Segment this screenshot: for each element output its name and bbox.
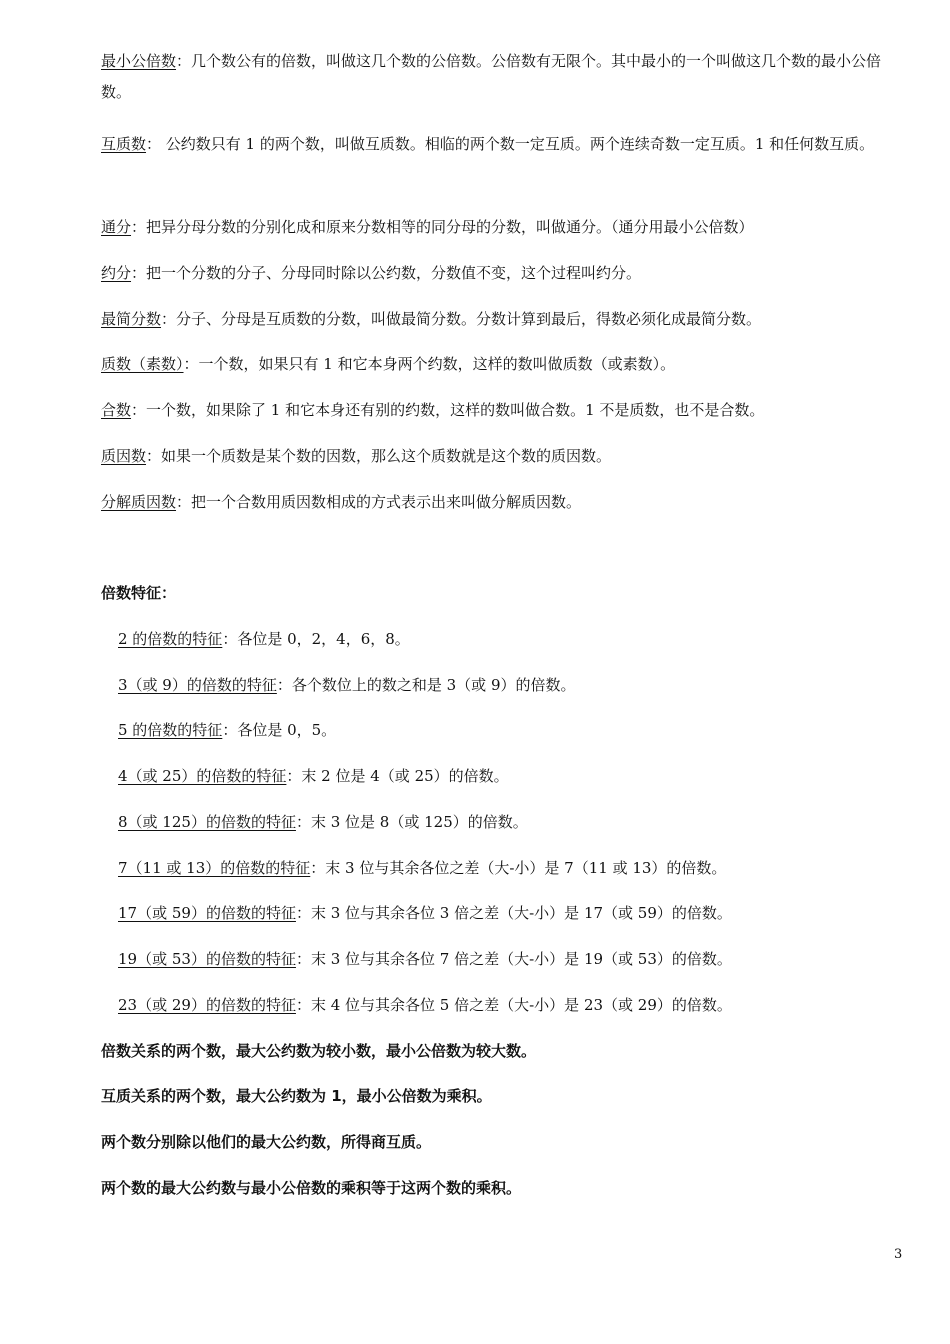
feature-item [118, 761, 908, 792]
feature-text: ：各位是 0，5。 [222, 721, 337, 739]
feature-item [118, 853, 908, 884]
definition-term: 约分 [101, 264, 132, 282]
definition-reduction [101, 258, 909, 289]
feature-term: 2 的倍数的特征 [118, 630, 223, 648]
feature-term: 4（或 25）的倍数的特征 [118, 767, 287, 785]
feature-item [118, 944, 908, 975]
feature-text: ：末 3 位与其余各位 3 倍之差（大-小）是 17（或 59）的倍数。 [295, 904, 732, 922]
definition-term: 最简分数 [101, 310, 162, 328]
definition-text: ：把一个分数的分子、分母同时除以公约数，分数值不变，这个过程叫约分。 [131, 264, 642, 282]
definition-text: ：一个数，如果只有 1 和它本身两个约数，这样的数叫做质数（或素数）。 [183, 355, 676, 373]
definition-prime [101, 349, 909, 380]
feature-item [118, 990, 908, 1021]
feature-text: ：末 3 位与其余各位之差（大-小）是 7（11 或 13）的倍数。 [310, 859, 727, 877]
bold-statement: 互质关系的两个数，最大公约数为 1，最小公倍数为乘积。 [101, 1087, 492, 1105]
definition-text: ：一个数，如果除了 1 和它本身还有别的约数，这样的数叫做合数。1 不是质数，也不是合数。 [131, 401, 765, 419]
feature-text: ：末 2 位是 4（或 25）的倍数。 [286, 767, 509, 785]
feature-item [118, 624, 908, 655]
definition-term: 合数 [101, 401, 132, 419]
feature-term: 7（11 或 13）的倍数的特征 [118, 859, 311, 877]
feature-text: ：末 4 位与其余各位 5 倍之差（大-小）是 23（或 29）的倍数。 [295, 996, 732, 1014]
definition-text: ：分子、分母是互质数的分数，叫做最简分数。分数计算到最后，得数必须化成最简分数。 [161, 310, 762, 328]
definition-term: 通分 [101, 218, 132, 236]
feature-item [118, 670, 908, 701]
page-number: 3 [894, 1247, 903, 1262]
feature-text: ：末 3 位与其余各位 7 倍之差（大-小）是 19（或 53）的倍数。 [295, 950, 732, 968]
definition-lcm [101, 46, 909, 108]
bold-statement: 两个数的最大公约数与最小公倍数的乘积等于这两个数的乘积。 [101, 1179, 522, 1197]
feature-term: 19（或 53）的倍数的特征 [118, 950, 296, 968]
feature-term: 5 的倍数的特征 [118, 721, 223, 739]
definition-coprime [101, 129, 909, 160]
feature-item [118, 898, 908, 929]
feature-term: 17（或 59）的倍数的特征 [118, 904, 296, 922]
definition-common-denominator [101, 212, 909, 243]
feature-text: ：各位是 0，2，4，6，8。 [222, 630, 410, 648]
feature-item [118, 715, 908, 746]
bold-statement: 倍数关系的两个数，最大公约数为较小数，最小公倍数为较大数。 [101, 1042, 537, 1060]
definition-text: ：如果一个质数是某个数的因数，那么这个质数就是这个数的质因数。 [146, 447, 612, 465]
definition-simplest-fraction [101, 304, 909, 335]
feature-term: 3（或 9）的倍数的特征 [118, 676, 277, 694]
definition-text: ：几个数公有的倍数，叫做这几个数的公倍数。公倍数有无限个。其中最小的一个叫做这几个数的最小公倍数。 [101, 52, 882, 101]
definition-term: 分解质因数 [101, 493, 177, 511]
feature-term: 8（或 125）的倍数的特征 [118, 813, 296, 831]
definition-text: ：把异分母分数的分别化成和原来分数相等的同分母的分数，叫做通分。（通分用最小公倍数） [131, 218, 754, 236]
bold-statement: 两个数分别除以他们的最大公约数，所得商互质。 [101, 1133, 432, 1151]
definition-factorization [101, 487, 909, 518]
definition-text: ： 公约数只有 1 的两个数，叫做互质数。相临的两个数一定互质。两个连续奇数一定互质。1 和任何数互质。 [146, 135, 875, 153]
definition-text: ：把一个合数用质因数相成的方式表示出来叫做分解质因数。 [176, 493, 582, 511]
feature-text: ：末 3 位是 8（或 125）的倍数。 [295, 813, 528, 831]
feature-term: 23（或 29）的倍数的特征 [118, 996, 296, 1014]
definition-composite [101, 395, 909, 426]
definition-term: 互质数 [101, 135, 147, 153]
feature-item [118, 807, 908, 838]
section-heading: 倍数特征： [101, 584, 177, 602]
definition-term: 质因数 [101, 447, 147, 465]
definition-term: 质数（素数） [101, 355, 184, 373]
definition-term: 最小公倍数 [101, 52, 177, 70]
definition-prime-factor [101, 441, 909, 472]
feature-text: ：各个数位上的数之和是 3（或 9）的倍数。 [276, 676, 576, 694]
